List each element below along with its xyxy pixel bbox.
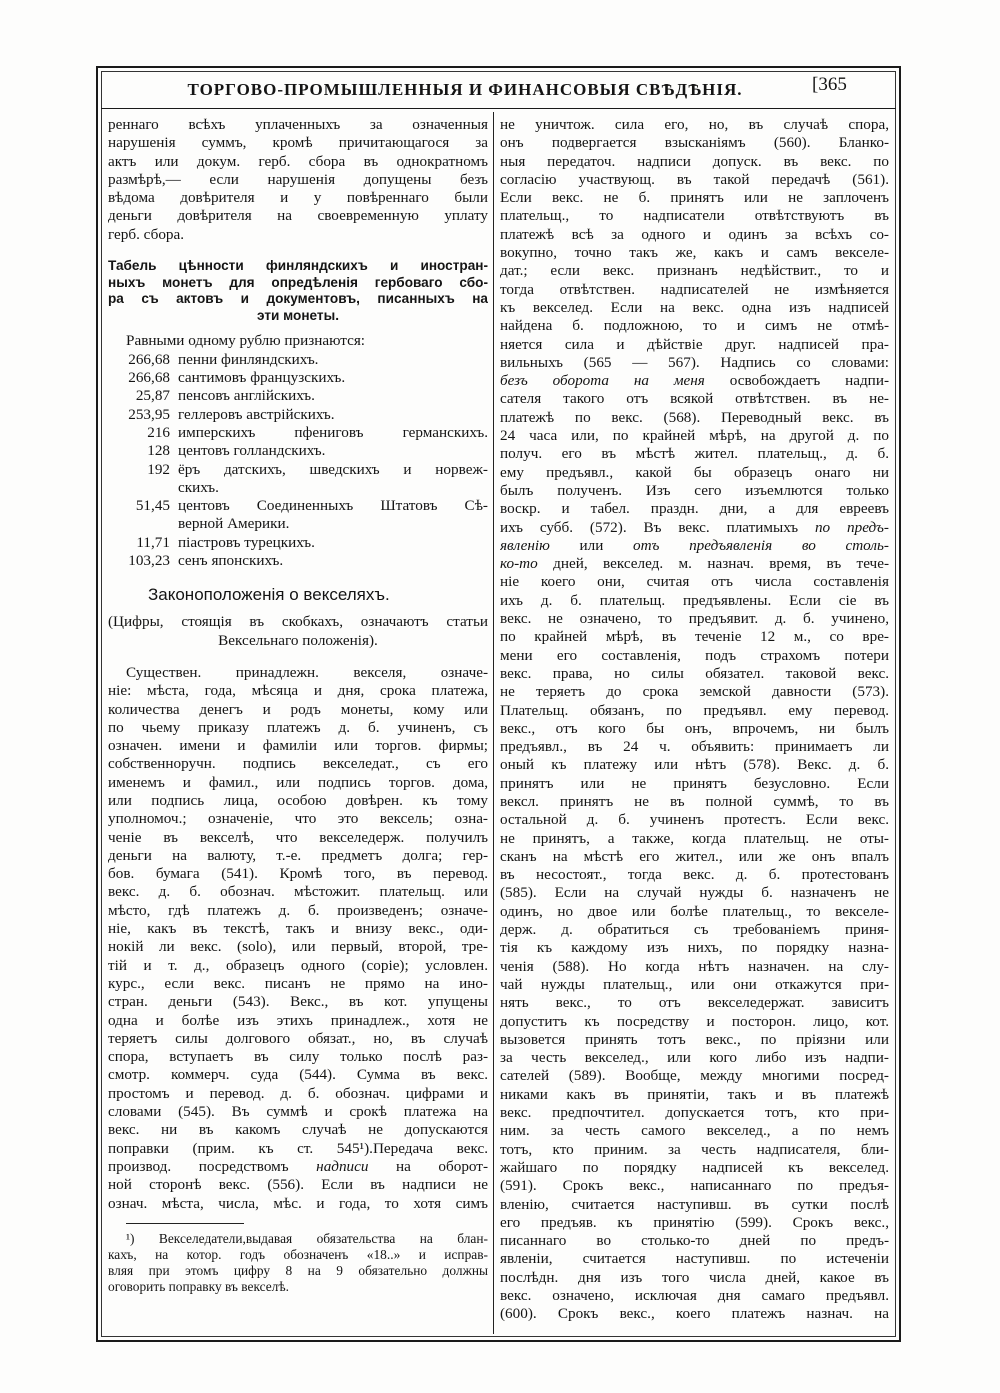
text-line: оный къ платежу или нѣтъ (578). Векс. д. б. [500, 756, 889, 774]
text-line: явленіи, считается наступивш. по истеченіи [500, 1250, 889, 1268]
text-line: векс. права, но силы обязател. таковой векс. [500, 664, 889, 682]
coin-row [108, 369, 488, 387]
text-line: (585). Если на случай нужды б. назначенъ не [500, 884, 889, 902]
coin-row [108, 497, 488, 515]
text-line: писаннаго во столько-то дней по предъ- [500, 1232, 889, 1250]
text-line: безъ оборота на меня освобождаетъ надпи- [500, 372, 889, 390]
coin-value: 103,23 [128, 552, 170, 570]
text-line: означ. мѣста, числа, мѣс. и года, то хотя симъ [108, 1194, 488, 1212]
section-subtitle [108, 613, 488, 650]
coin-row [108, 534, 488, 552]
text-line: принятъ или не принятъ безусловно. Если [500, 774, 889, 792]
text-line: вѣдома довѣрителя и у повѣреннаго были [108, 189, 488, 207]
text-line: актъ или докум. герб. сбора въ однократномъ [108, 152, 488, 170]
text-line: онъ подвергается взысканіямъ (560). Бланко- [500, 134, 889, 152]
text-line: не принятъ, а также, когда плательщ. не оты- [500, 829, 889, 847]
body-paragraph [108, 664, 488, 1213]
footnote-separator [126, 1223, 244, 1224]
text-line: одна и болѣе изъ этихъ принадлеж., хотя не [108, 1011, 488, 1029]
text-line: теряетъ силы долгового обязат., но, въ случаѣ [108, 1029, 488, 1047]
intro-paragraph [108, 116, 488, 244]
footnote-line: кахъ, на котор. годъ обозначенъ «18..» и исправ- [108, 1247, 488, 1263]
text-line: Если векс. не б. принятъ или не заплоченъ [500, 189, 889, 207]
text-line: (600). Срокъ векс., коего платежъ назнач. на [500, 1305, 889, 1323]
text-line: количества денегъ и родъ монеты, кому или [108, 700, 488, 718]
text-line: вызовется принять тотъ векс., по пріязни или [500, 1030, 889, 1048]
text-line: ніе коего они, считая отъ числа составленія [500, 573, 889, 591]
text-line: предъявл., въ 24 ч. объявить: принимаетъ ли [500, 738, 889, 756]
coin-name: ёръ датскихъ, шведскихъ и норвеж- [178, 460, 488, 478]
coin-name: піастровъ турецкихъ. [178, 533, 315, 551]
coin-row [108, 387, 488, 405]
text-line: къ векселед. Если на векс. одна изъ надписей [500, 298, 889, 316]
text-line: ченіе въ векселѣ, что векселедерж. получилъ [108, 828, 488, 846]
text-line: тотъ, кто приним. за честь надписателя, бли- [500, 1140, 889, 1158]
text-line: собственноручн. подпись векселедат., съ его [108, 755, 488, 773]
text-line: Плательщ. обязанъ, по предъявл. ему перевод. [500, 701, 889, 719]
text-line: ныя передаточ. надписи допуск. въ векс. по [500, 152, 889, 170]
text-line: означен. имени и фамиліи или торгов. фирмы; [108, 737, 488, 755]
text-line: 24 часа или, по крайней мѣрѣ, на другой д. по [500, 427, 889, 445]
text-line: нарушенія суммъ, кромѣ причитающагося за [108, 134, 488, 152]
coin-value: 216 [147, 423, 170, 441]
text-line: по крайней мѣрѣ, въ теченіе 12 м., со вре- [500, 628, 889, 646]
text-line: тій и т. д., образецъ одного (copie); условлен. [108, 956, 488, 974]
coin-row [108, 351, 488, 369]
coin-row [108, 406, 488, 424]
title-line: ра съ актовъ и документовъ, писанныхъ на [108, 291, 488, 307]
text-line: именемъ и фамил., или подпись торгов. дома, [108, 773, 488, 791]
title-line: ныхъ монетъ для опредѣленія гербоваго сбо- [108, 274, 488, 290]
footnote [108, 1231, 488, 1296]
subtitle-line: Вексельнаго положенія). [218, 631, 378, 649]
text-line: никами какъ въ принятіи, такъ и въ платежѣ [500, 1085, 889, 1103]
text-line: ченія (588). Но когда нѣтъ назначен. на слу- [500, 957, 889, 975]
text-line: тогда отвѣтствен. надписателей не измѣняется [500, 280, 889, 298]
text-line: воскр. и табел. праздн. дни, а для евреевъ [500, 500, 889, 518]
coin-name: имперскихъ пфениговъ германскихъ. [178, 423, 488, 441]
text-line: производ. посредствомъ надписи на оборот- [108, 1157, 488, 1175]
coin-name: сантимовъ французскихъ. [178, 369, 346, 387]
text-line: мени его составленія, подъ страхомъ потери [500, 646, 889, 664]
header-rule [101, 108, 896, 109]
coin-name: центовъ Соединенныхъ Штатовъ Сѣ- [178, 497, 488, 515]
text-line: явленію или отъ предъявленія во столь- [500, 536, 889, 554]
text-line: остальной д. б. учиненъ протестъ. Если векс. [500, 811, 889, 829]
coin-value: 51,45 [135, 497, 170, 515]
section-heading: Законоположенія о векселяхъ. [148, 585, 390, 605]
footnote-line: вляя при этомъ цифру 8 на 9 обязательно должны [108, 1263, 488, 1279]
text-line: простомъ и перевод. д. б. обознач. цифрами и [108, 1084, 488, 1102]
text-line: ніе: мѣста, года, мѣсяца и дня, срока платежа, [108, 682, 488, 700]
text-line: спора, вступаетъ въ силу только послѣ раз- [108, 1048, 488, 1066]
text-line: бов. бумага (541). Кромѣ того, въ перевод. [108, 865, 488, 883]
text-line: ко-то дней, векселед. м. назнач. время, въ тече- [500, 555, 889, 573]
coin-name: геллеровъ австрійскихъ. [178, 405, 335, 423]
text-line: ихъ д. б. плательщ. предъявлены. Если сіе въ [500, 591, 889, 609]
coin-row [108, 552, 488, 570]
text-line: не теряетъ до срока земской давности (573). [500, 683, 889, 701]
text-line: курс., если векс. писанъ не прямо на ино- [108, 974, 488, 992]
subtitle-line: (Цифры, стоящія въ скобкахъ, означаютъ статьи [108, 613, 488, 631]
text-line: мѣсто, гдѣ платежъ д. б. произведенъ; означе- [108, 901, 488, 919]
coin-value: 192 [147, 460, 170, 478]
text-line: не уничтож. сила его, но, въ случаѣ спора, [500, 116, 889, 133]
text-line: одинъ, но двое или болѣе плательщ., то векселе- [500, 902, 889, 920]
text-line: былъ полученъ. Изъ сего изъемлются только [500, 481, 889, 499]
text-line: векс., отъ кого бы онъ, впрочемъ, ни былъ [500, 719, 889, 737]
text-line: вильныхъ (565 — 567). Надпись со словами: [500, 353, 889, 371]
text-line: вленію, считается наступивш. въ сутки послѣ [500, 1195, 889, 1213]
coin-value: 266,68 [128, 369, 170, 387]
text-line: ему предъявл., какой бы образецъ онаго ни [500, 463, 889, 481]
text-line: ним. за честь самого векселед., а по немъ [500, 1122, 889, 1140]
coin-name-continued: скихъ. [178, 478, 219, 496]
text-line: ніе, какъ въ текстѣ, такъ и внизу векс., оди- [108, 920, 488, 938]
text-line: герб. сбора. [108, 225, 185, 243]
text-line: векс. д. б. обознач. мѣстожит. плательщ. или [108, 883, 488, 901]
text-line: ихъ субб. (572). Въ векс. платимыхъ по предъ- [500, 518, 889, 536]
coin-table-intro: Равными одному рублю признаются: [126, 332, 366, 350]
text-line: или подпись лица, особою довѣрен. къ тому [108, 791, 488, 809]
text-line: словами (545). Въ суммѣ и срокѣ платежа на [108, 1103, 488, 1121]
text-line: векс. ни въ какомъ случаѣ не допускаются [108, 1121, 488, 1139]
text-line: сканъ на мѣстѣ его жител., или же онъ впалъ [500, 847, 889, 865]
coin-row [108, 424, 488, 442]
page-number: [365 [812, 74, 847, 95]
text-line: уполномоч.; означеніе, что это вексель; озна- [108, 810, 488, 828]
coin-name: пенсовъ англійскихъ. [178, 387, 315, 405]
text-line: платежѣ по векс. (568). Переводный векс. въ [500, 408, 889, 426]
text-line: (591). Срокъ векс., написаннаго по предъя- [500, 1177, 889, 1195]
text-line: держ. д. обратиться съ требованіемъ приня- [500, 921, 889, 939]
text-line: согласію участвующ. въ такой передачѣ (561). [500, 170, 889, 188]
text-line: векс. предпочтител. допускается тотъ, кто при- [500, 1104, 889, 1122]
text-line: вокупно, точно такъ же, какъ и самъ векселе- [500, 244, 889, 262]
text-line: чай нужды плательщ., или они откажутся при- [500, 975, 889, 993]
text-line: реннаго всѣхъ уплаченныхъ за означенныя [108, 116, 488, 133]
text-line: поправки (прим. къ ст. 545¹).Передача векс. [108, 1139, 488, 1157]
text-line: послѣдн. дня изъ того числа дней, какое въ [500, 1268, 889, 1286]
column-divider [493, 112, 494, 1334]
text-line: допуститъ къ посредству и посторон. лицо, кот. [500, 1012, 889, 1030]
coin-row [108, 442, 488, 460]
coin-value: 253,95 [128, 405, 170, 423]
coin-name: пенни финляндскихъ. [178, 350, 319, 368]
title-line: Табель цѣнности финляндскихъ и иностран- [108, 258, 488, 274]
text-line: сателя такого отъ всякой отвѣтствен. въ не- [500, 390, 889, 408]
text-line: получ. его въ мѣстѣ жител. плательщ., д. б. [500, 445, 889, 463]
text-line: деньги довѣрителя на своевременную уплату [108, 207, 488, 225]
text-line: ной сторонѣ векс. (556). Если въ надписи не [108, 1176, 488, 1194]
text-line: Существен. принадлежн. векселя, означе- [126, 663, 488, 681]
text-line: сателей (589). Вообще, между многими посред- [500, 1067, 889, 1085]
text-line: векс. не означено, то предъявит. д. б. учинено, [500, 610, 889, 628]
text-line: жайшаго по порядку надписей къ векселед. [500, 1158, 889, 1176]
text-line: смотр. коммерч. суда (544). Сумма въ векс. [108, 1066, 488, 1084]
coin-value: 25,87 [135, 387, 170, 405]
text-line: найдена б. подложною, то и симъ не отмѣ- [500, 317, 889, 335]
text-line: дат.; если векс. признанъ недѣйствит., то и [500, 262, 889, 280]
coin-row [108, 461, 488, 479]
title-line: эти монеты. [257, 307, 339, 323]
text-line: за честь векселед., или кого либо изъ надпи- [500, 1049, 889, 1067]
text-line: нокій ли векс. (solo), или первый, второй, тре- [108, 938, 488, 956]
text-line: плательщ., то надписатели отвѣтствуютъ въ [500, 207, 889, 225]
coin-value: 11,71 [136, 533, 170, 551]
text-line: стран. деньги (543). Векс., въ кот. упущены [108, 993, 488, 1011]
coin-name-continued: верной Америки. [178, 515, 290, 533]
text-line: по чьему приказу платежъ д. б. учиненъ, съ [108, 718, 488, 736]
text-line: вексл. принятъ не въ полной суммѣ, то въ [500, 792, 889, 810]
text-line: няется сила и дѣйствіе друг. надписей пра- [500, 335, 889, 353]
text-line: платежѣ всѣ за одного и одинъ за всѣхъ со- [500, 225, 889, 243]
text-line: его предъяв. къ принятію (599). Срокъ векс., [500, 1213, 889, 1231]
running-title: ТОРГОВО-ПРОМЫШЛЕННЫЯ И ФИНАНСОВЫЯ СВѢДѢНІЯ. [187, 80, 743, 99]
coin-value: 128 [147, 442, 170, 460]
text-line: размѣрѣ,— если нарушенія допущены безъ [108, 170, 488, 188]
coin-table [108, 332, 488, 570]
text-line: тія къ каждому изъ нихъ, по порядку назна- [500, 939, 889, 957]
body-paragraph-continued [500, 116, 889, 1324]
text-line: векс. означено, исключая дня самаго предъявл. [500, 1287, 889, 1304]
text-line: нять векс., то отъ векселедержат. зависитъ [500, 994, 889, 1012]
footnote-line: оговорить поправку въ векселѣ. [108, 1279, 289, 1295]
coin-value: 266,68 [128, 350, 170, 368]
coin-name: сенъ японскихъ. [178, 552, 284, 570]
coin-table-title [108, 258, 488, 324]
right-column [500, 116, 889, 1324]
left-column [108, 116, 488, 1296]
text-line: деньги на валюту, т.-е. предметъ долга; гер- [108, 846, 488, 864]
coin-name: центовъ голландскихъ. [178, 442, 326, 460]
text-line: въ несостоят., тогда векс. д. б. протестованъ [500, 866, 889, 884]
footnote-line: ¹) Векселедатели,выдавая обязательства на блан- [126, 1230, 488, 1246]
